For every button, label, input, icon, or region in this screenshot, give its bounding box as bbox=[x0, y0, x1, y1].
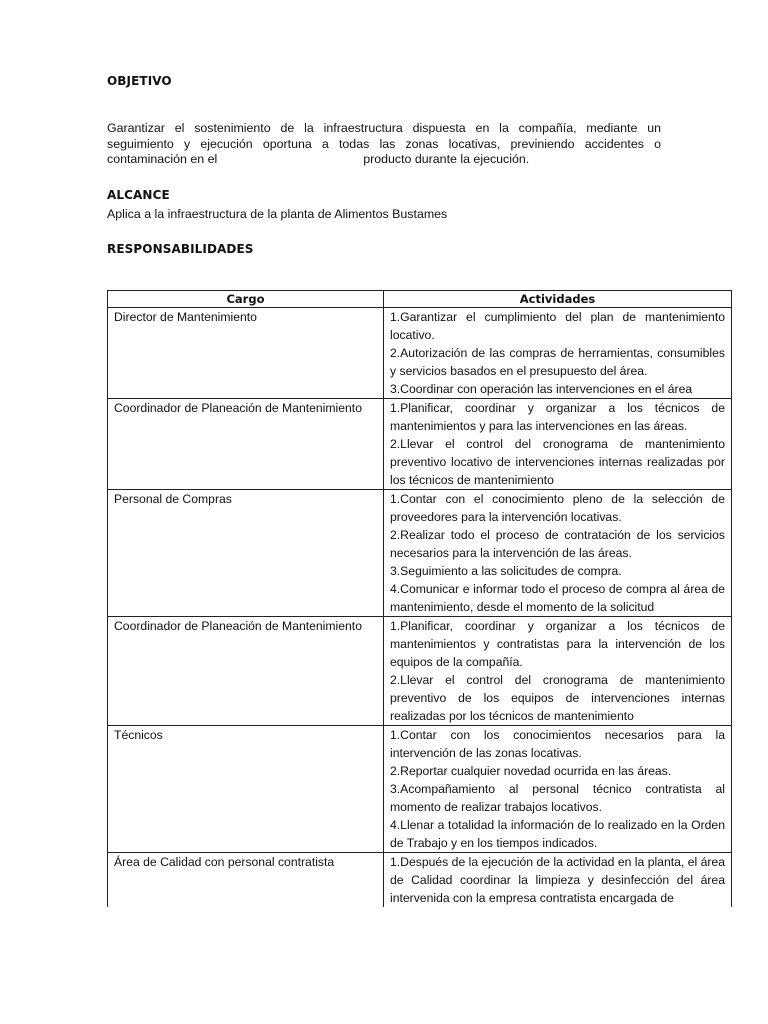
actividad-item: 1.Planificar, coordinar y organizar a los técnicos de mantenimientos y para las intervenciones en las áreas. bbox=[390, 401, 725, 433]
cargo-cell: Coordinador de Planeación de Mantenimiento bbox=[108, 399, 384, 490]
actividades-cell bbox=[384, 726, 732, 853]
actividad-item: 3.Seguimiento a las solicitudes de compra. bbox=[390, 564, 622, 578]
actividades-cell bbox=[384, 308, 732, 399]
actividad-item: 3.Coordinar con operación las intervenciones en el área bbox=[390, 382, 693, 396]
objetivo-last-line-part-a: contaminación en el bbox=[107, 152, 218, 166]
cargo-cell: Coordinador de Planeación de Mantenimiento bbox=[108, 617, 384, 726]
actividades-cell bbox=[384, 853, 732, 908]
actividad-item: 1.Después de la ejecución de la actividad en la planta, el área de Calidad coordinar la limpieza y desinfección del área intervenida con la empresa contratista encargada de bbox=[390, 855, 725, 905]
alcance-heading: ALCANCE bbox=[107, 188, 170, 202]
objetivo-line: Garantizar el sostenimiento de la infraestructura dispuesta en la compañía, mediante un bbox=[107, 121, 661, 135]
cargo-cell: Personal de Compras bbox=[108, 490, 384, 617]
table-header-row bbox=[108, 291, 732, 308]
actividad-item: 2.Reportar cualquier novedad ocurrida en las áreas. bbox=[390, 764, 672, 778]
objetivo-last-line bbox=[107, 152, 661, 168]
table-row bbox=[108, 726, 732, 853]
actividades-cell bbox=[384, 617, 732, 726]
actividad-item: 2.Llevar el control del cronograma de mantenimiento preventivo de los equipos de intervenciones internas realizadas por los técnicos de mantenimiento bbox=[390, 673, 725, 723]
header-cargo: Cargo bbox=[108, 291, 384, 308]
cargo-cell bbox=[108, 853, 384, 908]
actividad-item: 2.Realizar todo el proceso de contratación de los servicios necesarios para la intervención de las áreas. bbox=[390, 528, 725, 560]
table-row bbox=[108, 308, 732, 399]
actividad-item: 1.Garantizar el cumplimiento del plan de mantenimiento locativo. bbox=[390, 310, 725, 342]
actividad-item: 4.Llenar a totalidad la información de lo realizado en la Orden de Trabajo y en los tiempos indicados. bbox=[390, 818, 725, 850]
actividad-item: 2.Autorización de las compras de herramientas, consumibles y servicios basados en el presupuesto del área. bbox=[390, 346, 725, 378]
actividad-item: 1.Contar con el conocimiento pleno de la selección de proveedores para la intervención locativas. bbox=[390, 492, 725, 524]
alcance-paragraph: Aplica a la infraestructura de la planta de Alimentos Bustames bbox=[107, 207, 448, 221]
actividad-item: 1.Contar con los conocimientos necesarios para la intervención de las zonas locativas. bbox=[390, 728, 725, 760]
objetivo-line: seguimiento y ejecución oportuna a todas las zonas locativas, previniendo accidentes o bbox=[107, 136, 661, 151]
cargo-cell: Director de Mantenimiento bbox=[108, 308, 384, 399]
table-row bbox=[108, 853, 732, 908]
actividad-item: 4.Comunicar e informar todo el proceso de compra al área de mantenimiento, desde el momento de la solicitud bbox=[390, 582, 725, 614]
table-row bbox=[108, 399, 732, 490]
actividades-cell bbox=[384, 490, 732, 617]
actividad-item: 3.Acompañamiento al personal técnico contratista al momento de realizar trabajos locativos. bbox=[390, 782, 725, 814]
actividad-item: 1.Planificar, coordinar y organizar a los técnicos de mantenimientos y contratistas para la intervención de los equipos de la compañía. bbox=[390, 619, 725, 669]
actividad-item: 2.Llevar el control del cronograma de mantenimiento preventivo locativo de intervenciones internas realizadas por los técnicos de mantenimiento bbox=[390, 437, 725, 487]
header-actividades: Actividades bbox=[384, 291, 732, 308]
responsabilidades-heading: RESPONSABILIDADES bbox=[107, 242, 254, 256]
objetivo-last-line-part-b: producto durante la ejecución. bbox=[363, 152, 530, 166]
cargo-cell: Técnicos bbox=[108, 726, 384, 853]
table-row bbox=[108, 490, 732, 617]
table-row bbox=[108, 617, 732, 726]
objetivo-paragraph bbox=[107, 121, 661, 168]
objetivo-heading: OBJETIVO bbox=[107, 74, 172, 88]
actividades-cell bbox=[384, 399, 732, 490]
cargo-text: Área de Calidad con personal contratista bbox=[114, 855, 335, 869]
responsabilidades-table bbox=[107, 290, 732, 907]
